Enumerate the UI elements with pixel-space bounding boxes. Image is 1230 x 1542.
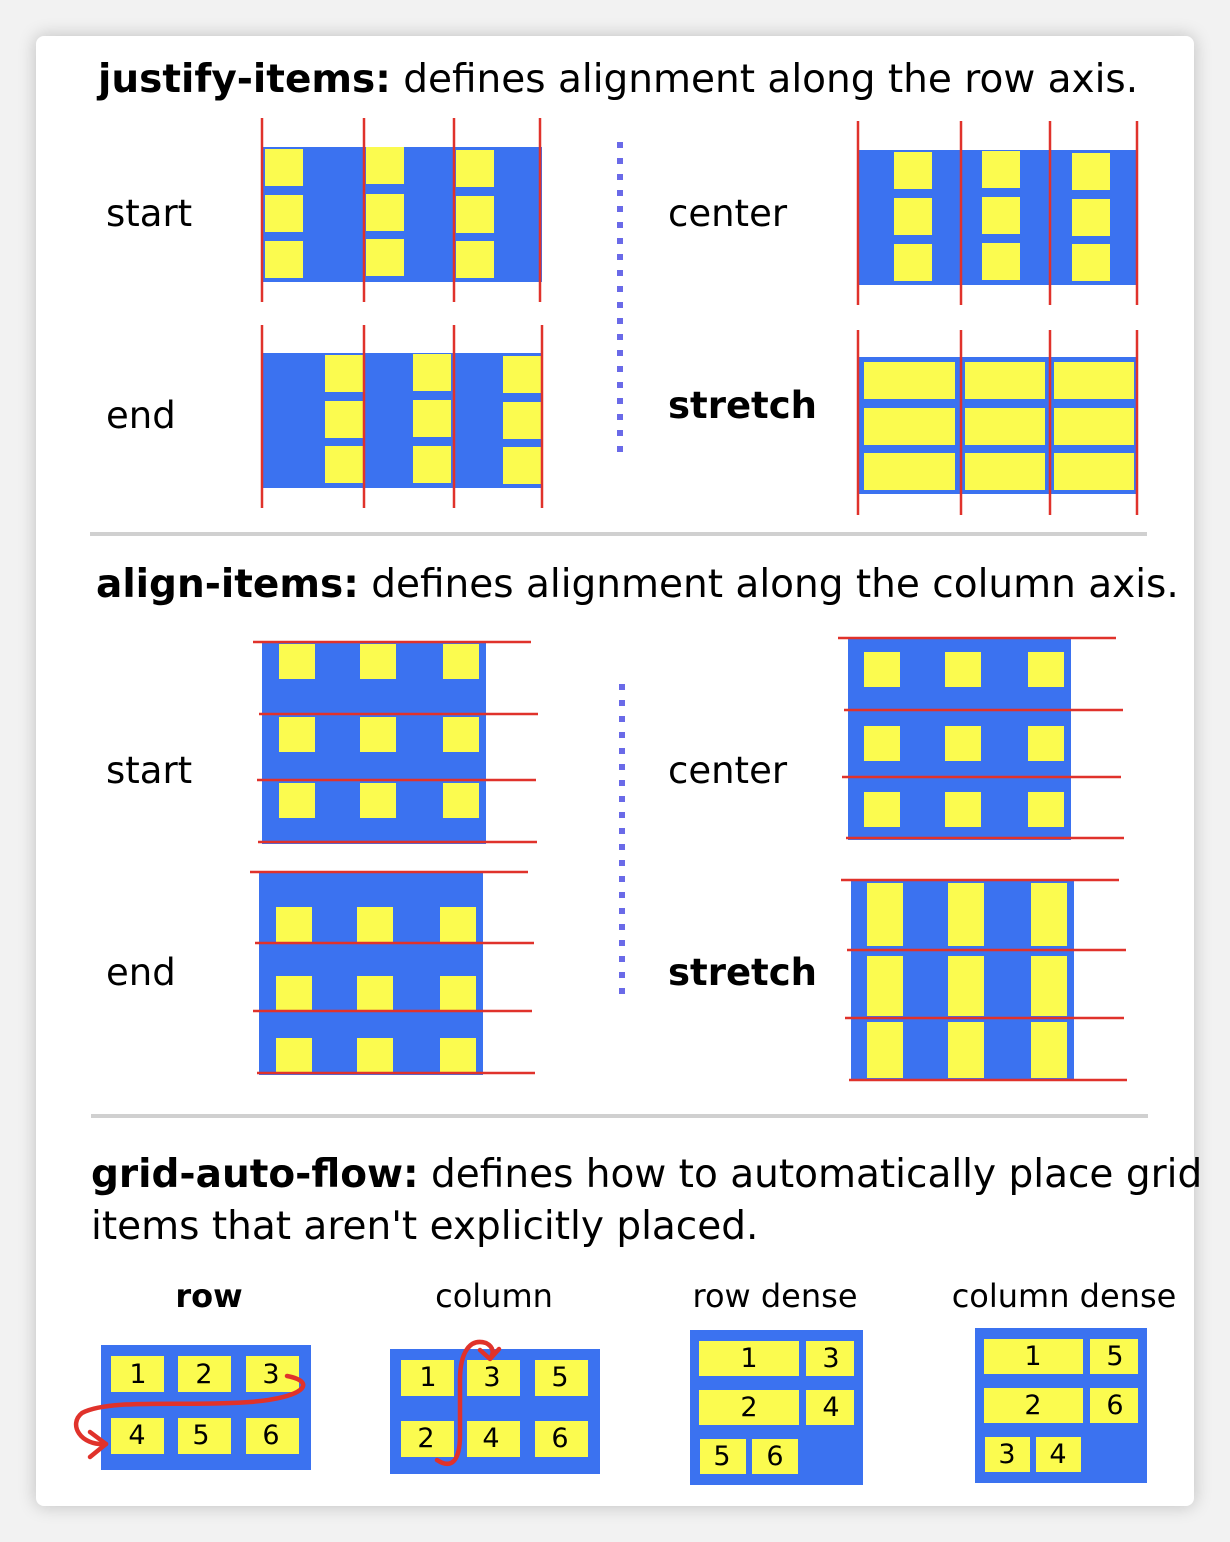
grid-item — [982, 151, 1020, 188]
grid-item-number: 5 — [713, 1441, 731, 1472]
grid-item — [503, 356, 541, 393]
align-end-grid — [250, 872, 535, 1075]
grid-item — [265, 149, 303, 186]
grid-item — [357, 976, 393, 1011]
grid-item-number: 1 — [419, 1362, 437, 1393]
grid-item — [965, 362, 1045, 399]
grid-item — [1054, 453, 1134, 490]
grid-item-number: 2 — [1024, 1390, 1042, 1421]
align-start-label: start — [106, 749, 193, 792]
grid-item — [276, 907, 312, 942]
grid-item-number: 1 — [1024, 1341, 1042, 1372]
grid-item-number: 1 — [129, 1359, 147, 1390]
grid-item — [1072, 153, 1110, 190]
grid-item — [325, 401, 363, 438]
grid-item-number: 6 — [766, 1441, 784, 1472]
grid-item — [360, 783, 396, 818]
justify-start-grid — [262, 118, 542, 302]
grid-item — [1028, 792, 1064, 827]
grid-item-number: 2 — [417, 1423, 435, 1454]
flow-column-grid — [390, 1342, 600, 1474]
grid-item — [456, 241, 494, 278]
grid-item — [1054, 408, 1134, 445]
grid-item — [867, 883, 903, 946]
grid-item — [1031, 956, 1067, 1016]
grid-item-number: 2 — [740, 1392, 758, 1423]
grid-item — [867, 1022, 903, 1078]
grid-item-number: 3 — [822, 1343, 840, 1374]
align-start-grid — [253, 641, 538, 844]
justify-center-grid — [858, 121, 1138, 305]
grid-item — [325, 446, 363, 483]
grid-item-number: 4 — [128, 1420, 146, 1451]
align-center-label: center — [668, 749, 788, 792]
grid-item — [325, 355, 363, 392]
flow-label-column-dense: column dense — [951, 1277, 1177, 1315]
align-description: defines alignment along the column axis. — [358, 562, 1179, 607]
align-end-label: end — [106, 951, 176, 994]
grid-item — [1028, 726, 1064, 761]
align-keyword: align-items: — [96, 562, 359, 607]
grid-item — [443, 717, 479, 752]
justify-center-label: center — [668, 192, 788, 235]
justify-stretch-label: stretch — [668, 384, 818, 427]
grid-item — [1072, 199, 1110, 236]
flow-row-grid — [76, 1345, 311, 1470]
justify-heading — [96, 57, 1138, 102]
grid-item — [965, 408, 1045, 445]
flow-label-column: column — [435, 1277, 553, 1315]
grid-item — [864, 652, 900, 687]
grid-item-number: 6 — [262, 1420, 280, 1451]
justify-end-label: end — [106, 394, 176, 437]
grid-item-number: 3 — [483, 1362, 501, 1393]
grid-item — [265, 241, 303, 278]
grid-item — [982, 197, 1020, 234]
grid-item — [1054, 362, 1134, 399]
grid-item-number: 4 — [822, 1392, 840, 1423]
grid-item — [276, 1038, 312, 1073]
grid-item — [894, 198, 932, 235]
justify-keyword: justify-items: — [98, 57, 391, 102]
flow-description-line2: items that aren't explicitly placed. — [91, 1204, 759, 1249]
flow-keyword: grid-auto-flow: — [91, 1152, 419, 1197]
grid-item — [965, 453, 1045, 490]
grid-item — [279, 644, 315, 679]
grid-item — [1028, 652, 1064, 687]
grid-item-number: 3 — [262, 1359, 280, 1390]
flow-label-row-dense: row dense — [692, 1277, 858, 1315]
grid-item — [357, 1038, 393, 1073]
grid-item — [948, 883, 984, 946]
grid-item — [413, 354, 451, 391]
grid-item — [864, 362, 955, 399]
flow-row-dense-grid — [690, 1330, 863, 1485]
grid-item-number: 4 — [1049, 1439, 1067, 1470]
grid-item-number: 5 — [1106, 1341, 1124, 1372]
grid-item — [366, 147, 404, 184]
grid-item — [945, 726, 981, 761]
grid-item — [279, 717, 315, 752]
grid-item-number: 6 — [1106, 1390, 1124, 1421]
grid-container — [262, 353, 542, 488]
grid-item — [456, 196, 494, 233]
justify-description: defines alignment along the row axis. — [390, 57, 1139, 102]
grid-item — [948, 1022, 984, 1078]
grid-item — [503, 402, 541, 439]
justify-stretch-grid — [858, 330, 1138, 515]
grid-item-number: 2 — [195, 1359, 213, 1390]
grid-item — [366, 194, 404, 231]
grid-item — [1072, 244, 1110, 281]
grid-item — [864, 726, 900, 761]
align-stretch-label: stretch — [668, 951, 818, 994]
grid-item — [864, 792, 900, 827]
align-stretch-grid — [841, 879, 1127, 1081]
grid-item — [864, 453, 955, 490]
grid-item — [360, 644, 396, 679]
grid-item — [864, 408, 955, 445]
grid-item — [945, 792, 981, 827]
grid-item — [366, 239, 404, 276]
justify-start-label: start — [106, 192, 193, 235]
grid-item — [456, 150, 494, 187]
grid-item-number: 1 — [740, 1343, 758, 1374]
grid-item — [440, 976, 476, 1011]
grid-item-number: 3 — [998, 1439, 1016, 1470]
grid-item — [360, 717, 396, 752]
grid-item — [265, 195, 303, 232]
justify-end-grid — [262, 325, 542, 508]
grid-item — [948, 956, 984, 1016]
grid-item — [867, 956, 903, 1016]
align-center-grid — [838, 638, 1124, 840]
flow-heading — [91, 1152, 1202, 1197]
flow-label-row: row — [175, 1277, 243, 1315]
grid-item — [357, 907, 393, 942]
grid-item — [443, 644, 479, 679]
grid-item-number: 5 — [192, 1420, 210, 1451]
grid-item — [440, 907, 476, 942]
flow-description-line1: defines how to automatically place grid — [418, 1152, 1203, 1197]
grid-item — [413, 400, 451, 437]
grid-item — [279, 783, 315, 818]
grid-item — [1031, 1022, 1067, 1078]
grid-item — [1031, 883, 1067, 946]
grid-item — [413, 446, 451, 483]
grid-item — [894, 244, 932, 281]
flow-column-dense-grid — [975, 1328, 1147, 1483]
grid-item — [982, 243, 1020, 280]
grid-item-number: 5 — [551, 1362, 569, 1393]
grid-item — [440, 1038, 476, 1073]
grid-item — [443, 783, 479, 818]
grid-item-number: 4 — [482, 1423, 500, 1454]
grid-item — [276, 976, 312, 1011]
grid-item — [945, 652, 981, 687]
grid-item-number: 6 — [551, 1423, 569, 1454]
align-heading — [96, 562, 1179, 607]
grid-item — [503, 447, 541, 484]
grid-item — [894, 152, 932, 189]
